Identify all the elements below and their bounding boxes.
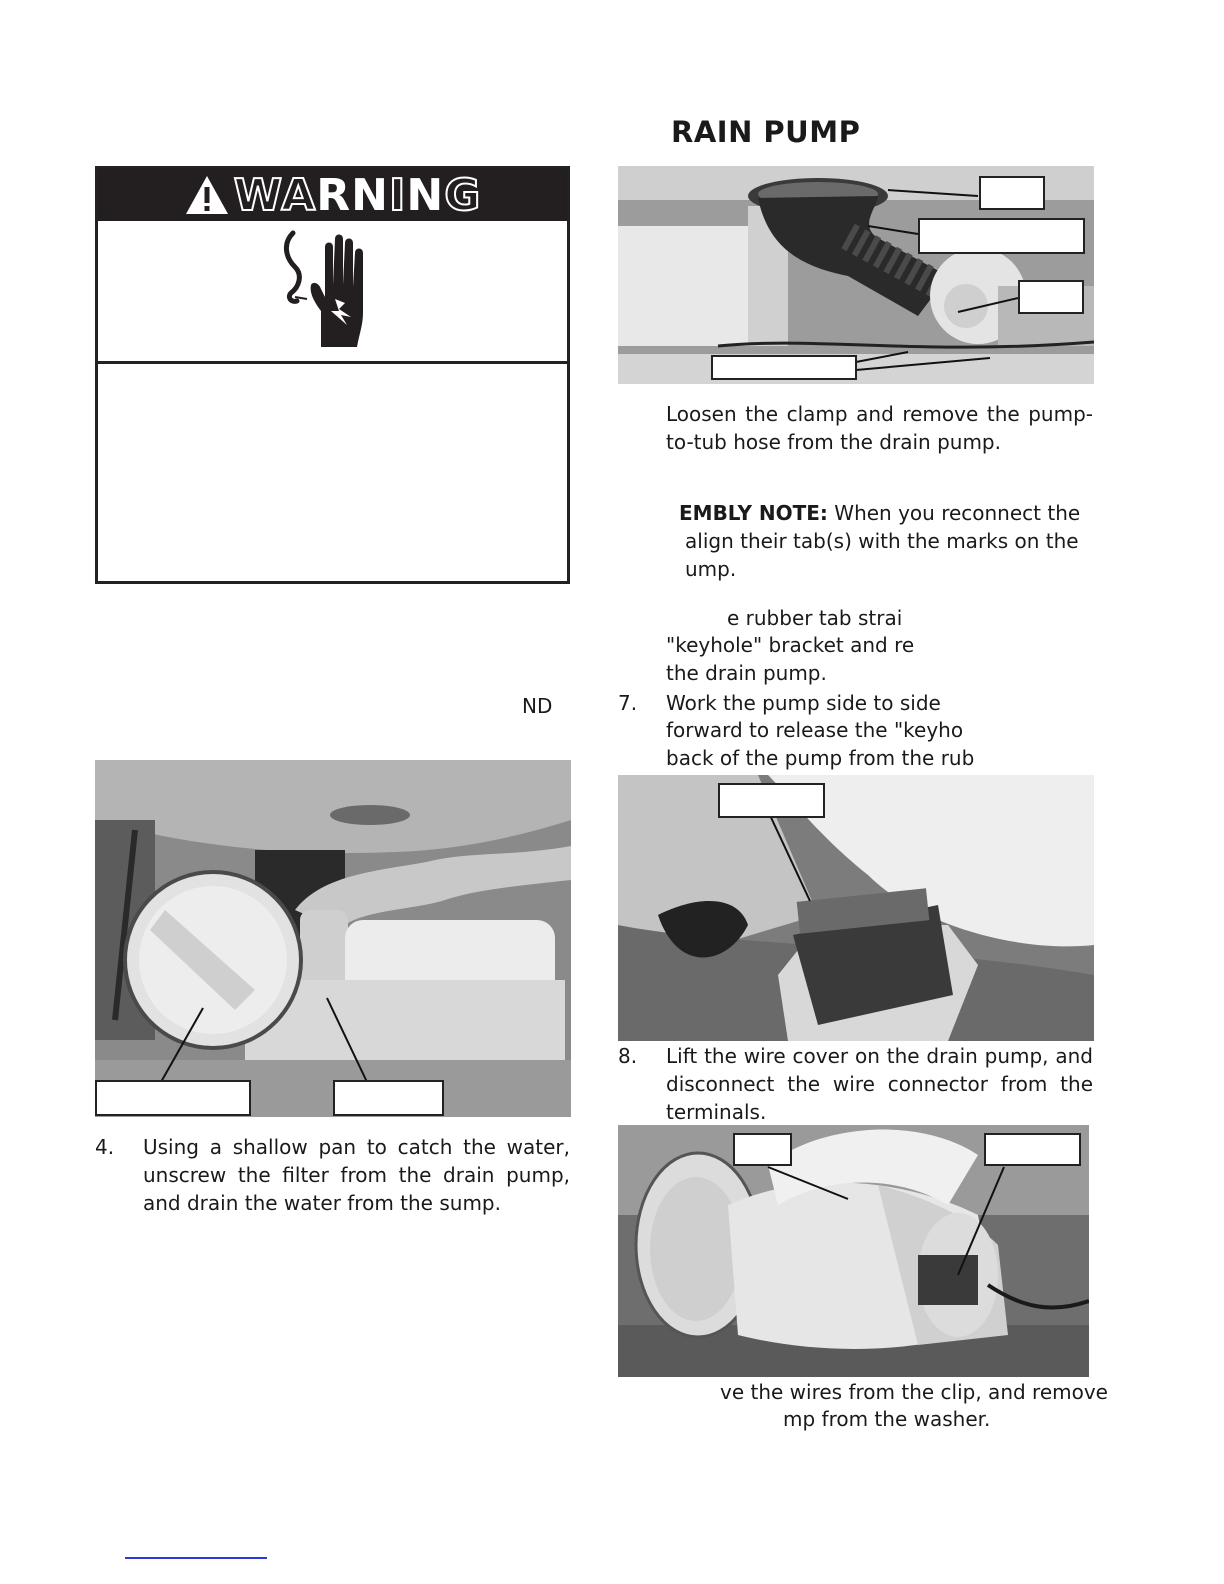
step-6-text: "keyhole" bracket and re [666,633,915,657]
callout-label-box [733,1133,792,1166]
warning-triangle-icon [184,174,230,216]
footer-link-underline[interactable] [125,1557,267,1559]
photo-keyhole-bracket [618,775,1094,1041]
step-7-text: Work the pump side to side [666,691,941,715]
note-label: EMBLY NOTE: [679,501,828,525]
warning-title-part: RN [316,169,389,221]
step-6-text: e rubber tab strai [727,606,903,630]
note-text: When you reconnect the [827,501,1081,525]
left-fragment-text: ND [522,694,553,718]
note-text: align their tab(s) with the marks on the [685,529,1079,553]
step-7-text: back of the pump from the rub [666,746,975,770]
callout-label-box [979,176,1045,210]
callout-label-box [1018,280,1084,314]
step-9-text: ve the wires from the clip, and remove [720,1380,1108,1404]
step-7-text: forward to release the "keyho [666,718,964,742]
warning-title-part: WA [233,169,317,221]
warning-title-part: N [406,169,445,221]
warning-title-part: I [389,169,407,221]
electrical-shock-hand-icon [281,227,381,349]
reassembly-note [679,499,1099,527]
step-9-text: mp from the washer. [783,1407,991,1431]
step-5-text: Loosen the clamp and remove the pump-to-tub hose from the drain pump. [666,402,1093,454]
callout-label-box [718,783,825,818]
callout-label-box [711,355,857,380]
step-6-text: the drain pump. [666,661,827,685]
callout-label-box [95,1080,251,1116]
section-title: RAIN PUMP [671,115,861,149]
callout-label-box [918,218,1085,254]
callout-label-box [984,1133,1081,1166]
warning-header [98,169,567,221]
step-8-text: Lift the wire cover on the drain pump, and disconnect the wire connector from the terminals. [666,1044,1093,1124]
step-number: 4. [95,1135,115,1159]
photo-filter-drain-pump [95,760,571,1117]
warning-divider [98,361,567,364]
warning-title-part: G [444,169,482,221]
step-number: 7. [618,691,638,715]
warning-box [95,166,570,584]
callout-label-box [333,1080,444,1116]
step-4-text: Using a shallow pan to catch the water, unscrew the filter from the drain pump, and drain the water from the sump. [143,1135,570,1215]
note-text: ump. [685,557,737,581]
step-number: 8. [618,1044,638,1068]
